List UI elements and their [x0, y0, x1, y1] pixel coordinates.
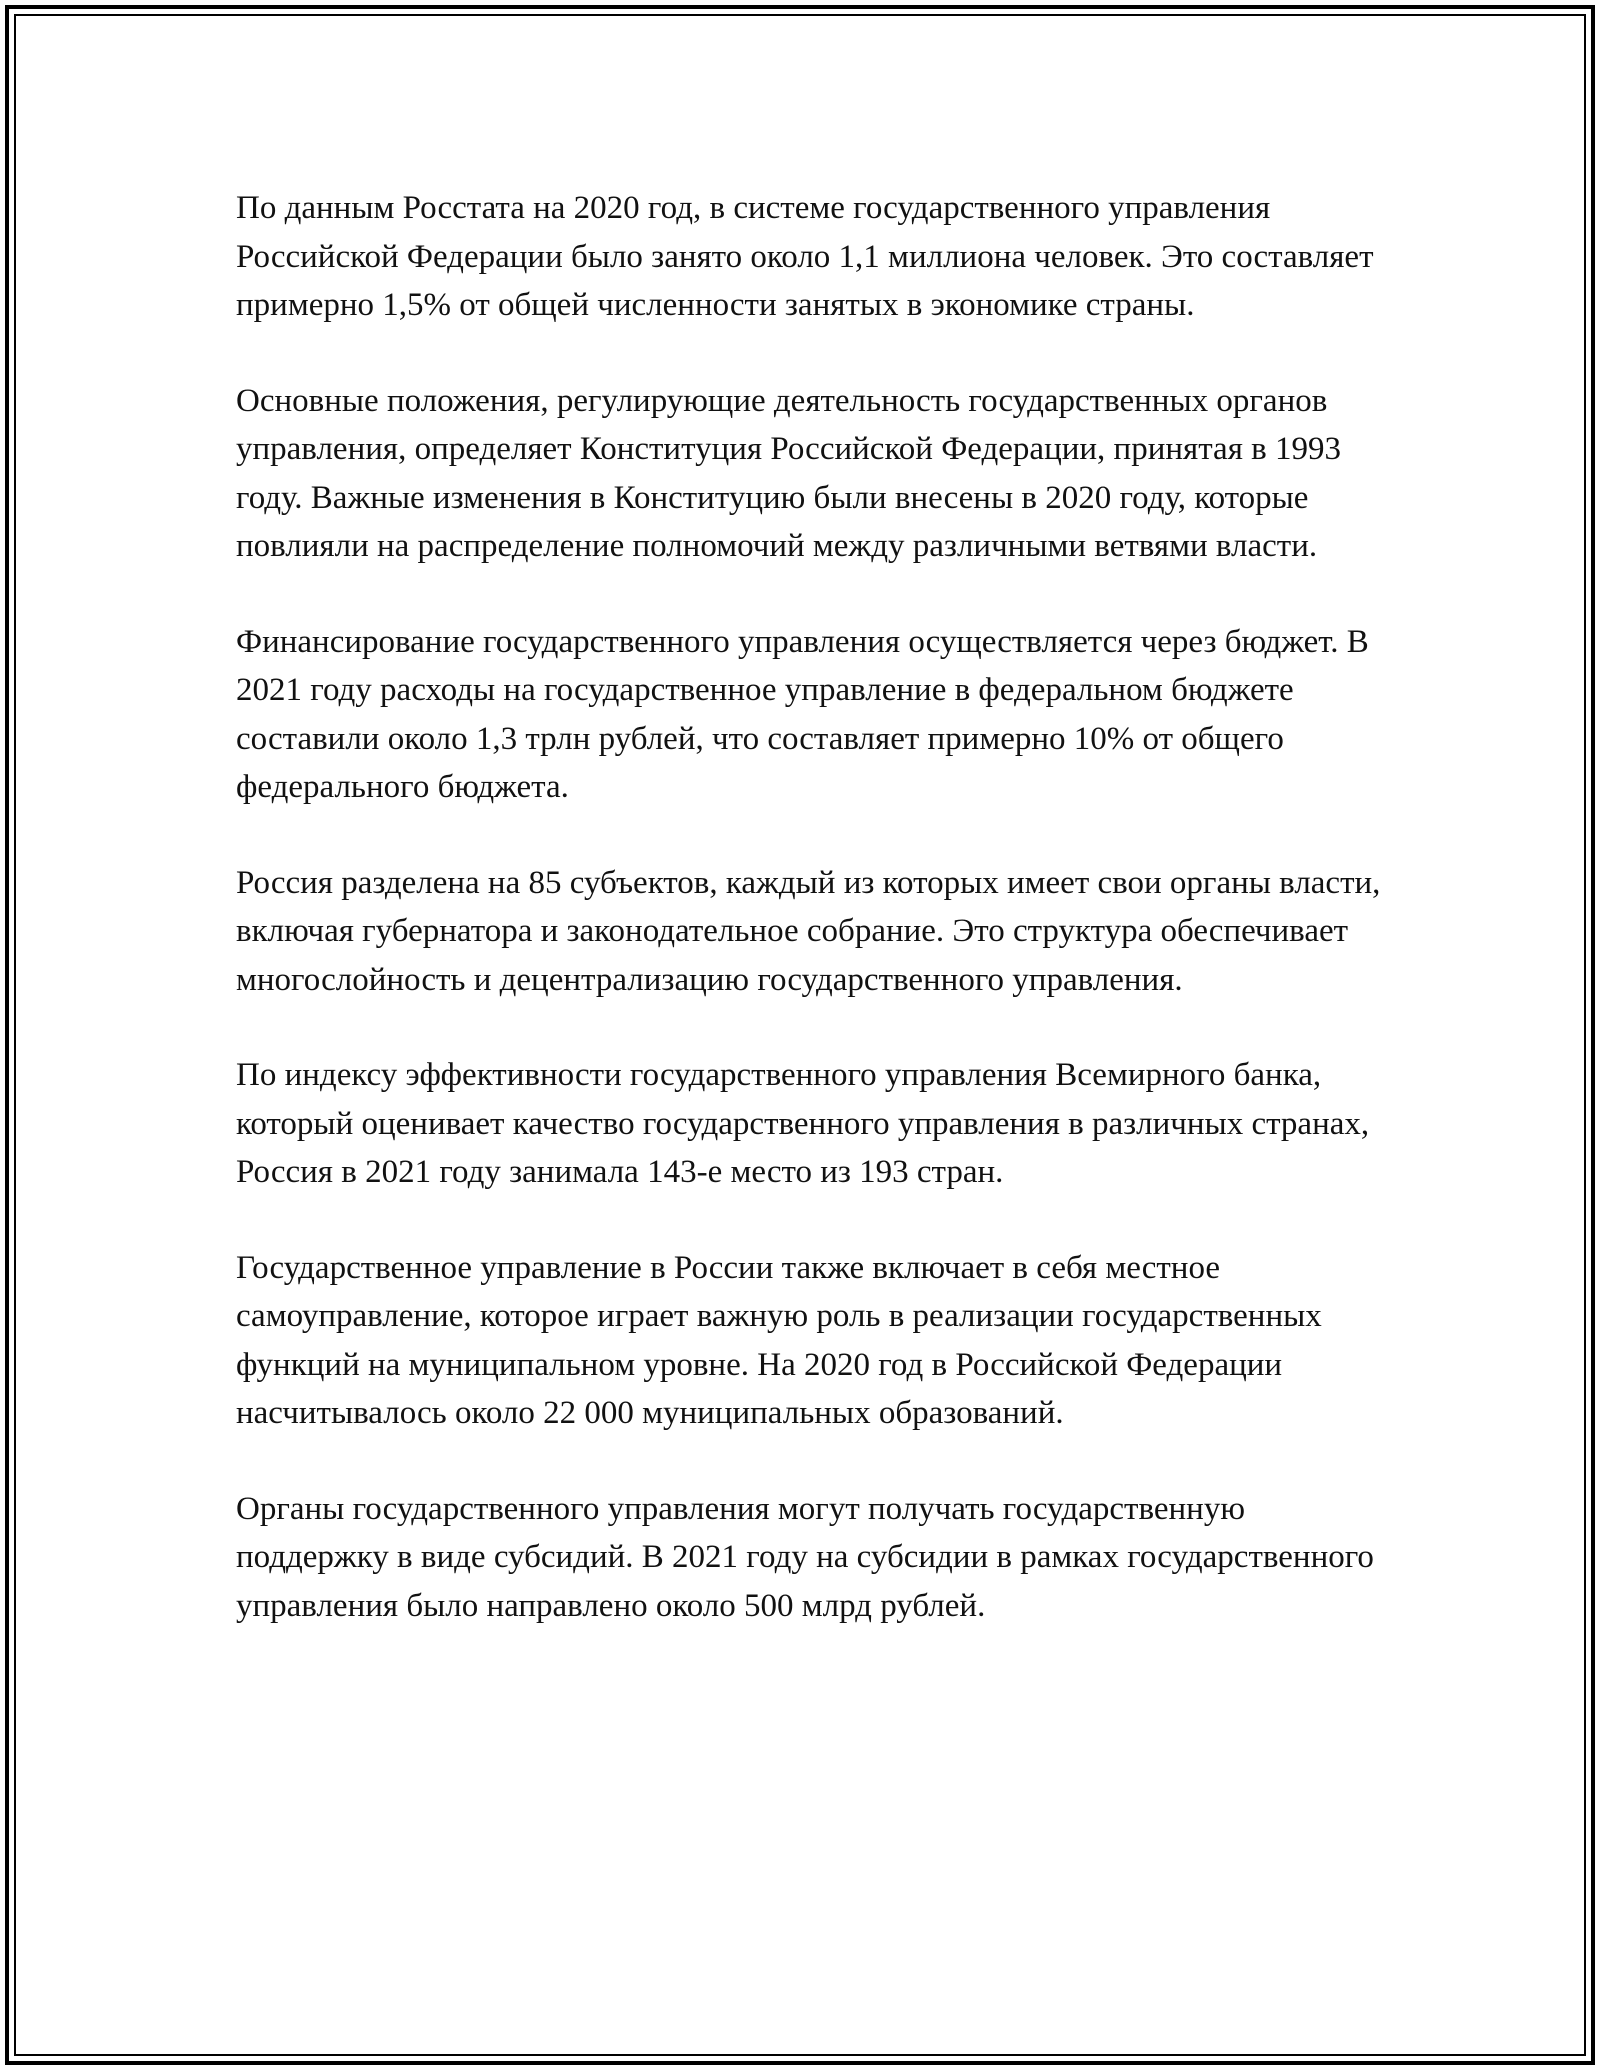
paragraph-financing: Финансирование государственного управления осуществляется через бюджет. В 2021 году расходы на государственное управление в федеральном бюджете составили около 1,3 трлн рублей, что составляет примерно 10% от общего федерального бюджета. — [236, 623, 1369, 805]
paragraph-subsidies: Органы государственного управления могут получать государственную поддержку в виде субсидий. В 2021 году на субсидии в рамках государственного управления было направлено около 500 млрд рублей. — [236, 1490, 1374, 1624]
paragraph-local-government: Государственное управление в России также включает в себя местное самоуправление, которое играет важную роль в реализации государственных функций на муниципальном уровне. На 2020 год в Российской Федерации насчитывалось около 22 000 муниципальных образований. — [236, 1249, 1322, 1431]
paragraph-governance-index: По индексу эффективности государственного управления Всемирного банка, который оценивает качество государственного управления в различных странах, Россия в 2021 году занимала 143-е место из 193 стран. — [236, 1057, 1370, 1190]
paragraph-constitution: Основные положения, регулирующие деятельность государственных органов управления, определяет Конституция Российской Федерации, принятая в 1993 году. Важные изменения в Конституцию были внесены в 2020 году, которые повлияли на распределение полномочий между различными ветвями власти. — [236, 382, 1341, 564]
paragraph-federal-subjects: Россия разделена на 85 субъектов, каждый из которых имеет свои органы власти, включая губернатора и законодательное собрание. Это структура обеспечивает многослойность и децентрализацию государственного управления. — [236, 864, 1381, 998]
document-body — [236, 184, 1386, 1630]
paragraph-employment: По данным Росстата на 2020 год, в системе государственного управления Российской Федерации было занято около 1,1 миллиона человек. Это составляет примерно 1,5% от общей численности занятых в экономике страны. — [236, 190, 1374, 323]
